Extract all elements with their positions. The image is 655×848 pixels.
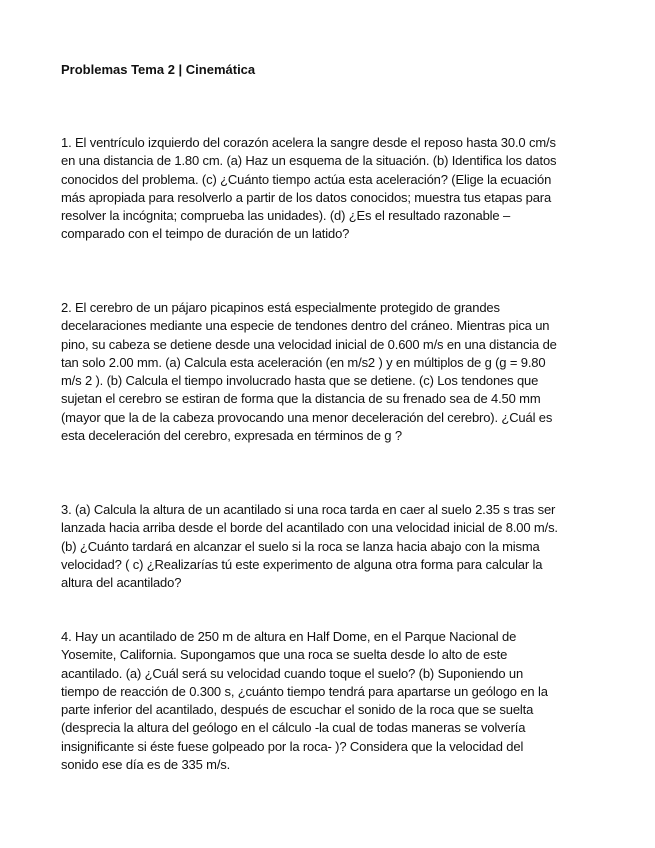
- problem-1: 1. El ventrículo izquierdo del corazón acelera la sangre desde el reposo hasta 30.0 cm/s en una distancia de 1.80 cm. (a) Haz un esquema de la situación. (b) Identifica los datos conocidos del problema. (c) ¿Cuánto tiempo actúa esta aceleración? (Elige la ecuación más apropiada para resolverlo a partir de los datos conocidos; muestra tus etapas para resolver la incógnita; comprueba las unidades). (d) ¿Es el resultado razonable –comparado con el teimpo de duración de un latido?: [61, 135, 557, 242]
- problem-4: 4. Hay un acantilado de 250 m de altura en Half Dome, en el Parque Nacional de Yosemite, California. Supongamos que una roca se suelta desde lo alto de este acantilado. (a) ¿Cuál será su velocidad cuando toque el suelo? (b) Suponiendo un tiempo de reacción de 0.300 s, ¿cuánto tiempo tendrá para apartarse un geólogo en la parte inferior del acantilado, después de escuchar el sonido de la roca que se suelta (desprecia la altura del geólogo en el cálculo -la cual de todas maneras se volvería insignificante si éste fuese golpeado por la roca- )? Considera que la velocidad del sonido ese día es de 335 m/s.: [61, 629, 548, 773]
- problem-3: 3. (a) Calcula la altura de un acantilado si una roca tarda en caer al suelo 2.35 s tras ser lanzada hacia arriba desde el borde del acantilado con una velocidad inicial de 8.00 m/s. (b) ¿Cuánto tardará en alcanzar el suelo si la roca se lanza hacia abajo con la misma velocidad? ( c) ¿Realizarías tú este experimento de alguna otra forma para calcular la altura del acantilado?: [61, 502, 558, 591]
- problem-2: 2. El cerebro de un pájaro picapinos está especialmente protegido de grandes decelaraciones mediante una especie de tendones dentro del cráneo. Mientras pica un pino, su cabeza se detiene desde una velocidad inicial de 0.600 m/s en una distancia de tan solo 2.00 mm. (a) Calcula esta aceleración (en m/s2 ) y en múltiplos de g (g = 9.80 m/s 2 ). (b) Calcula el tiempo involucrado hasta que se detiene. (c) Los tendones que sujetan el cerebro se estiran de forma que la distancia de su frenado sea de 4.50 mm (mayor que la de la cabeza provocando una menor deceleración del cerebro). ¿Cuál es esta deceleración del cerebro, expresada en términos de g ?: [61, 300, 557, 444]
- document-title: Problemas Tema 2 | Cinemática: [61, 62, 256, 77]
